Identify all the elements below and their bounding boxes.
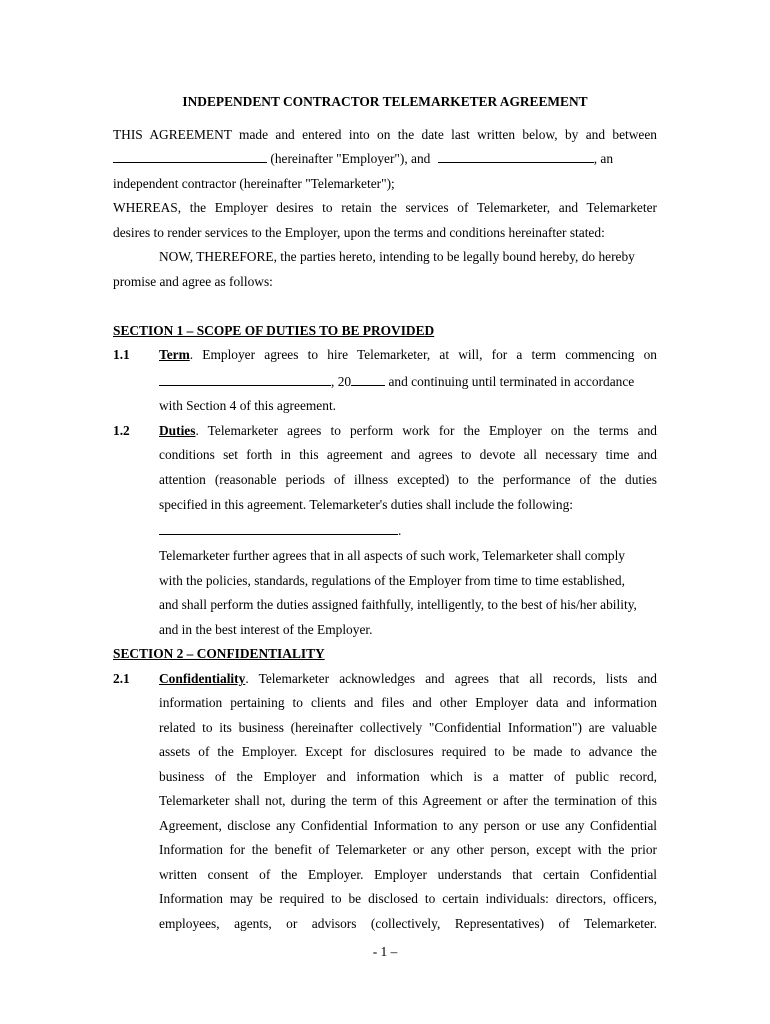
section-2-1-line-8: Information for the benefit of Telemarketer or any other person, except with the prior	[159, 842, 657, 857]
intro-line-1: THIS AGREEMENT made and entered into on the date last written below, by and between	[113, 127, 657, 142]
an-text: , an	[593, 151, 614, 166]
section-1-heading: SECTION 1 – SCOPE OF DUTIES TO BE PROVIDED	[113, 323, 435, 338]
intro-line-3: independent contractor (hereinafter "Telemarketer");	[113, 176, 395, 191]
duties-blank[interactable]	[159, 523, 301, 535]
telemarketer-name-blank[interactable]	[438, 151, 558, 163]
section-2-1-line-9: written consent of the Employer. Employer understands that certain Confidential	[159, 867, 657, 882]
term-text: . Employer agrees to hire Telemarketer, at will, for a term commencing on	[189, 347, 657, 362]
document-title: INDEPENDENT CONTRACTOR TELEMARKETER AGREEMENT	[182, 94, 588, 109]
section-2-1-line-1	[159, 671, 657, 687]
section-2-1-line-5: business of the Employer and information which is a matter of public record,	[159, 769, 657, 784]
section-2-1-line-4: assets of the Employer. Except for disclosures required to be made to advance the	[159, 744, 657, 759]
section-2-1-line-11: employees, agents, or advisors (collectively, Representatives) of Telemarketer.	[159, 916, 657, 931]
section-1-2-number: 1.2	[113, 423, 130, 438]
telemarketer-name-blank-ext[interactable]	[558, 151, 594, 163]
section-1-2-line-1	[159, 423, 657, 439]
employer-name-blank[interactable]	[113, 151, 235, 163]
section-2-1-line-10: Information may be required to be disclosed to certain individuals: directors, officers,	[159, 891, 657, 906]
whereas-line-2: desires to render services to the Employer, upon the terms and conditions hereinafter stated:	[113, 225, 605, 240]
section-1-1-number: 1.1	[113, 347, 130, 362]
section-1-1-line-1	[159, 347, 657, 363]
section-2-heading: SECTION 2 – CONFIDENTIALITY	[113, 646, 325, 661]
now-therefore-line-2: promise and agree as follows:	[113, 274, 273, 289]
section-2-1-line-2: information pertaining to clients and files and other Employer data and information	[159, 695, 657, 710]
duties-blank-ext[interactable]	[301, 523, 391, 535]
year-prefix: , 20	[331, 374, 352, 389]
duties-period: .	[398, 523, 402, 538]
start-date-blank[interactable]	[159, 374, 293, 386]
section-1-2-p2-line-1: Telemarketer further agrees that in all aspects of such work, Telemarketer shall comply	[159, 548, 625, 563]
confidentiality-heading: Confidentiality	[159, 671, 246, 686]
section-1-2-p2-line-3: and shall perform the duties assigned faithfully, intelligently, to the best of his/her ability,	[159, 597, 637, 612]
whereas-line-1: WHEREAS, the Employer desires to retain the services of Telemarketer, and Telemarketer	[113, 200, 657, 215]
duties-text: . Telemarketer agrees to perform work for the Employer on the terms and	[195, 423, 657, 438]
employer-label: (hereinafter "Employer"), and	[270, 151, 431, 166]
start-date-blank-end[interactable]	[317, 374, 331, 386]
intro-line-2	[113, 151, 657, 167]
page-number: - 1 –	[372, 944, 398, 959]
now-therefore-line-1: NOW, THEREFORE, the parties hereto, intending to be legally bound hereby, do hereby	[159, 249, 635, 264]
duties-blank-line	[159, 523, 401, 539]
section-1-2-line-2: conditions set forth in this agreement and agrees to devote all necessary time and	[159, 447, 657, 462]
section-1-2-p2-line-4: and in the best interest of the Employer.	[159, 622, 373, 637]
start-date-blank-ext[interactable]	[293, 374, 317, 386]
section-2-1-number: 2.1	[113, 671, 130, 686]
term-line-2-tail: and continuing until terminated in accordance	[385, 374, 635, 389]
term-heading: Term	[159, 347, 190, 362]
employer-name-blank-ext[interactable]	[235, 151, 267, 163]
duties-blank-end[interactable]	[391, 523, 398, 535]
section-2-1-line-7: Agreement, disclose any Confidential Information to any person or use any Confidential	[159, 818, 657, 833]
section-1-1-line-2	[159, 374, 634, 390]
confidentiality-text: . Telemarketer acknowledges and agrees that all records, lists and	[245, 671, 657, 686]
section-1-2-line-4: specified in this agreement. Telemarketer's duties shall include the following:	[159, 497, 573, 512]
duties-heading: Duties	[159, 423, 196, 438]
section-1-1-line-3: with Section 4 of this agreement.	[159, 398, 337, 413]
section-1-2-p2-line-2: with the policies, standards, regulations of the Employer from time to time established,	[159, 573, 625, 588]
section-1-2-line-3: attention (reasonable periods of illness excepted) to the performance of the duties	[159, 472, 657, 487]
section-2-1-line-3: related to its business (hereinafter collectively "Confidential Information") are valuable	[159, 720, 657, 735]
year-blank[interactable]	[351, 374, 385, 386]
section-2-1-line-6: Telemarketer shall not, during the term of this Agreement or after the termination of this	[159, 793, 657, 808]
